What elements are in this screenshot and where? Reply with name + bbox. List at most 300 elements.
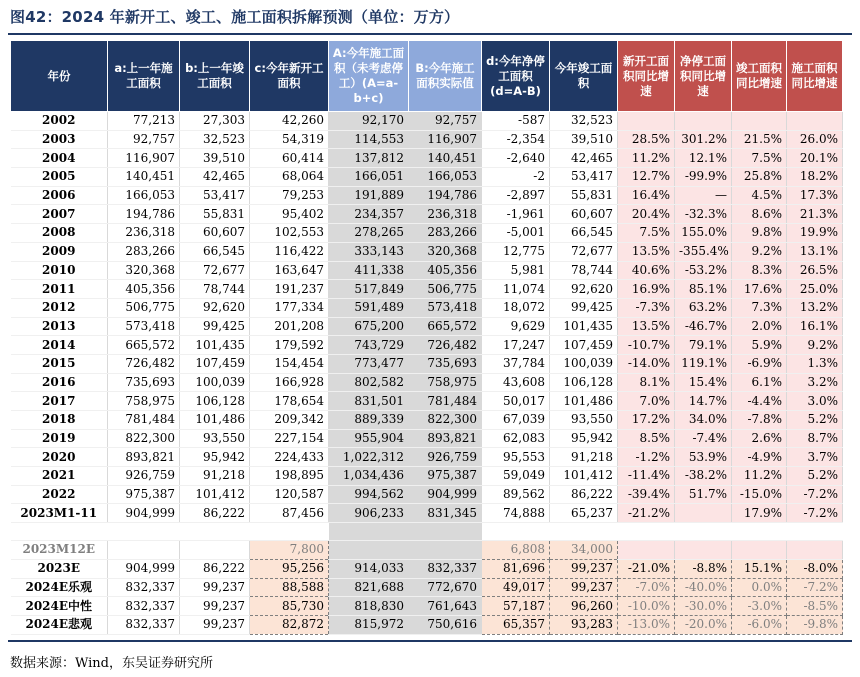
table-cell: 43,608 — [482, 373, 550, 392]
table-cell — [787, 112, 843, 131]
table-cell: 16.1% — [787, 317, 843, 336]
table-cell: 86,222 — [180, 504, 250, 523]
table-cell: 67,039 — [482, 411, 550, 430]
table-cell: 3.0% — [787, 392, 843, 411]
row-label: 2004 — [11, 149, 108, 168]
table-cell: 78,744 — [550, 261, 618, 280]
table-cell: -7.2% — [787, 578, 843, 597]
table-cell: 100,039 — [550, 354, 618, 373]
table-cell: 975,387 — [108, 485, 180, 504]
table-row — [11, 130, 843, 149]
table-cell: 106,128 — [550, 373, 618, 392]
table-cell: 234,357 — [329, 205, 409, 224]
table-cell: -8.0% — [787, 559, 843, 578]
table-cell: -355.4% — [675, 242, 732, 261]
forecast-table-wrapper — [10, 40, 842, 635]
table-cell: 11.2% — [732, 467, 787, 486]
table-cell — [108, 541, 180, 560]
table-cell: 178,654 — [250, 392, 329, 411]
table-cell: -2 — [482, 168, 550, 187]
table-cell: 13.1% — [787, 242, 843, 261]
table-cell: 116,422 — [250, 242, 329, 261]
table-cell: 191,237 — [250, 280, 329, 299]
table-cell: 198,895 — [250, 467, 329, 486]
table-cell: 39,510 — [550, 130, 618, 149]
table-cell: 665,572 — [108, 336, 180, 355]
table-cell: 818,830 — [329, 597, 409, 616]
table-cell: 95,402 — [250, 205, 329, 224]
table-row — [11, 448, 843, 467]
table-cell: 154,454 — [250, 354, 329, 373]
table-cell: 20.1% — [787, 149, 843, 168]
table-cell: 832,337 — [108, 597, 180, 616]
table-cell: 665,572 — [409, 317, 482, 336]
table-cell: 0.0% — [732, 578, 787, 597]
table-row — [11, 224, 843, 243]
table-cell: 37,784 — [482, 354, 550, 373]
table-cell: 20.4% — [618, 205, 675, 224]
table-cell: -2,897 — [482, 186, 550, 205]
table-cell: 163,647 — [250, 261, 329, 280]
table-cell: 781,484 — [108, 411, 180, 430]
table-cell: 16.9% — [618, 280, 675, 299]
table-row-forecast — [11, 615, 843, 634]
table-cell: 101,412 — [180, 485, 250, 504]
table-row — [11, 373, 843, 392]
table-cell: -40.0% — [675, 578, 732, 597]
table-cell: 91,218 — [550, 448, 618, 467]
table-cell: 53.9% — [675, 448, 732, 467]
table-cell: 82,872 — [250, 615, 329, 634]
table-row — [11, 429, 843, 448]
table-cell: 59,049 — [482, 467, 550, 486]
table-cell: -6.0% — [732, 615, 787, 634]
table-cell: 26.5% — [787, 261, 843, 280]
table-cell: 320,368 — [108, 261, 180, 280]
table-cell: 832,337 — [409, 559, 482, 578]
table-cell: -10.7% — [618, 336, 675, 355]
table-cell: 21.3% — [787, 205, 843, 224]
col-header-a: a:上一年施工面积 — [108, 41, 180, 112]
row-label: 2006 — [11, 186, 108, 205]
table-cell: 89,562 — [482, 485, 550, 504]
table-cell: 79,253 — [250, 186, 329, 205]
table-cell: 51.7% — [675, 485, 732, 504]
table-cell: 166,053 — [409, 168, 482, 187]
table-cell: 28.5% — [618, 130, 675, 149]
separator-row — [11, 523, 843, 541]
table-cell: 53,417 — [180, 186, 250, 205]
table-cell: 92,170 — [329, 112, 409, 131]
row-label: 2020 — [11, 448, 108, 467]
table-cell: 81,696 — [482, 559, 550, 578]
table-cell: 904,999 — [409, 485, 482, 504]
row-label: 2023E — [11, 559, 108, 578]
table-cell: 100,039 — [180, 373, 250, 392]
row-label: 2005 — [11, 168, 108, 187]
table-cell: 19.9% — [787, 224, 843, 243]
table-cell: 166,053 — [108, 186, 180, 205]
table-cell: 283,266 — [409, 224, 482, 243]
table-cell: 7.0% — [618, 392, 675, 411]
empty-cell — [409, 523, 482, 541]
row-label: 2023M1-11 — [11, 504, 108, 523]
table-cell: 822,300 — [409, 411, 482, 430]
table-cell: 72,677 — [550, 242, 618, 261]
table-cell: 102,553 — [250, 224, 329, 243]
row-label: 2022 — [11, 485, 108, 504]
table-cell: 32,523 — [180, 130, 250, 149]
table-cell: 333,143 — [329, 242, 409, 261]
table-cell: 66,545 — [180, 242, 250, 261]
col-header-A: A:今年施工面积（未考虑停工）(A=a-b+c) — [329, 41, 409, 112]
table-cell: -46.7% — [675, 317, 732, 336]
table-cell: -21.2% — [618, 504, 675, 523]
table-cell: -7.4% — [675, 429, 732, 448]
table-cell: 72,677 — [180, 261, 250, 280]
table-cell: 2.0% — [732, 317, 787, 336]
table-cell: -38.2% — [675, 467, 732, 486]
table-cell: 21.5% — [732, 130, 787, 149]
table-cell: 68,064 — [250, 168, 329, 187]
table-cell: 86,222 — [550, 485, 618, 504]
table-cell: 137,812 — [329, 149, 409, 168]
table-cell: 9.2% — [732, 242, 787, 261]
table-row — [11, 168, 843, 187]
table-cell — [675, 504, 732, 523]
table-row-forecast — [11, 578, 843, 597]
table-cell: 92,620 — [180, 298, 250, 317]
row-label: 2010 — [11, 261, 108, 280]
col-header-newstart-yoy: 新开工面积同比增速 — [618, 41, 675, 112]
table-cell: 17.3% — [787, 186, 843, 205]
row-label: 2023M12E — [11, 541, 108, 560]
table-cell: 591,489 — [329, 298, 409, 317]
row-label: 2012 — [11, 298, 108, 317]
table-cell: 166,051 — [329, 168, 409, 187]
row-label: 2024E乐观 — [11, 578, 108, 597]
table-cell: 15.4% — [675, 373, 732, 392]
table-cell: 27,303 — [180, 112, 250, 131]
table-cell: 7,800 — [250, 541, 329, 560]
table-cell: 573,418 — [409, 298, 482, 317]
table-cell — [409, 541, 482, 560]
table-cell: 120,587 — [250, 485, 329, 504]
table-row — [11, 317, 843, 336]
table-cell: 926,759 — [108, 467, 180, 486]
table-cell: 893,821 — [409, 429, 482, 448]
empty-cell — [550, 523, 618, 541]
table-cell: 9,629 — [482, 317, 550, 336]
table-cell: 93,283 — [550, 615, 618, 634]
table-cell: 194,786 — [409, 186, 482, 205]
table-cell: 7.5% — [732, 149, 787, 168]
table-cell: 12.1% — [675, 149, 732, 168]
table-cell: 107,459 — [180, 354, 250, 373]
table-cell: 140,451 — [108, 168, 180, 187]
table-cell: 99,237 — [180, 578, 250, 597]
table-cell: 411,338 — [329, 261, 409, 280]
table-cell: 224,433 — [250, 448, 329, 467]
table-row — [11, 336, 843, 355]
table-cell: 405,356 — [108, 280, 180, 299]
table-cell: 18.2% — [787, 168, 843, 187]
empty-cell — [675, 523, 732, 541]
table-row — [11, 467, 843, 486]
table-cell: -99.9% — [675, 168, 732, 187]
table-cell: 5.9% — [732, 336, 787, 355]
table-cell: -8.5% — [787, 597, 843, 616]
row-label: 2017 — [11, 392, 108, 411]
table-cell: -14.0% — [618, 354, 675, 373]
table-cell: 758,975 — [409, 373, 482, 392]
forecast-table — [10, 40, 843, 635]
table-row — [11, 261, 843, 280]
table-cell: -53.2% — [675, 261, 732, 280]
table-cell — [618, 541, 675, 560]
row-label: 2016 — [11, 373, 108, 392]
table-cell: 55,831 — [550, 186, 618, 205]
table-cell: 42,465 — [550, 149, 618, 168]
table-cell: -32.3% — [675, 205, 732, 224]
table-body — [11, 112, 843, 635]
table-cell: 95,256 — [250, 559, 329, 578]
table-cell: -9.8% — [787, 615, 843, 634]
table-cell: -587 — [482, 112, 550, 131]
table-cell: 99,237 — [180, 615, 250, 634]
table-cell: 60,607 — [180, 224, 250, 243]
table-cell: -4.4% — [732, 392, 787, 411]
table-cell: 8.6% — [732, 205, 787, 224]
table-cell: 16.4% — [618, 186, 675, 205]
empty-cell — [11, 523, 108, 541]
table-cell: 831,501 — [329, 392, 409, 411]
table-cell: 85,730 — [250, 597, 329, 616]
table-cell: 773,477 — [329, 354, 409, 373]
table-cell — [329, 541, 409, 560]
table-cell: -39.4% — [618, 485, 675, 504]
table-cell: -7.2% — [787, 504, 843, 523]
table-cell: 904,999 — [108, 559, 180, 578]
table-cell: 65,237 — [550, 504, 618, 523]
table-cell: 994,562 — [329, 485, 409, 504]
table-cell: 283,266 — [108, 242, 180, 261]
table-cell: 49,017 — [482, 578, 550, 597]
table-cell: 42,465 — [180, 168, 250, 187]
table-cell: -1,961 — [482, 205, 550, 224]
col-header-year: 年份 — [11, 41, 108, 112]
table-row — [11, 186, 843, 205]
table-cell: 405,356 — [409, 261, 482, 280]
table-cell: 815,972 — [329, 615, 409, 634]
table-cell: 8.3% — [732, 261, 787, 280]
table-cell: 975,387 — [409, 467, 482, 486]
table-cell: 17.6% — [732, 280, 787, 299]
col-header-completed-yoy: 竣工面积同比增速 — [732, 41, 787, 112]
table-cell: 9.2% — [787, 336, 843, 355]
title-rule — [8, 33, 852, 35]
table-cell: 926,759 — [409, 448, 482, 467]
table-cell: -7.8% — [732, 411, 787, 430]
table-cell: 99,237 — [550, 578, 618, 597]
table-cell: 96,260 — [550, 597, 618, 616]
table-cell: 5,981 — [482, 261, 550, 280]
row-label: 2024E悲观 — [11, 615, 108, 634]
table-cell: 726,482 — [409, 336, 482, 355]
table-cell: 95,942 — [180, 448, 250, 467]
table-cell: -6.9% — [732, 354, 787, 373]
row-label: 2003 — [11, 130, 108, 149]
table-cell: 17.9% — [732, 504, 787, 523]
table-cell: 101,435 — [550, 317, 618, 336]
table-cell: 40.6% — [618, 261, 675, 280]
table-cell: 53,417 — [550, 168, 618, 187]
table-cell: 92,757 — [108, 130, 180, 149]
table-cell: 758,975 — [108, 392, 180, 411]
table-cell: 726,482 — [108, 354, 180, 373]
col-header-construct-yoy: 施工面积同比增速 — [787, 41, 843, 112]
table-cell: 99,237 — [550, 559, 618, 578]
table-cell: -8.8% — [675, 559, 732, 578]
table-cell: 25.0% — [787, 280, 843, 299]
table-cell: 506,775 — [409, 280, 482, 299]
table-cell: 25.8% — [732, 168, 787, 187]
table-cell: 62,083 — [482, 429, 550, 448]
table-cell: 13.5% — [618, 242, 675, 261]
table-cell: 85.1% — [675, 280, 732, 299]
table-cell: 506,775 — [108, 298, 180, 317]
table-cell: 320,368 — [409, 242, 482, 261]
table-cell: -2,354 — [482, 130, 550, 149]
table-cell: 8.5% — [618, 429, 675, 448]
table-cell: 194,786 — [108, 205, 180, 224]
table-cell: -13.0% — [618, 615, 675, 634]
table-cell: 95,942 — [550, 429, 618, 448]
table-cell: 60,607 — [550, 205, 618, 224]
table-cell: 18,072 — [482, 298, 550, 317]
table-cell: 79.1% — [675, 336, 732, 355]
table-cell: 99,425 — [550, 298, 618, 317]
table-cell: 893,821 — [108, 448, 180, 467]
col-header-b: b:上一年竣工面积 — [180, 41, 250, 112]
table-cell: 5.2% — [787, 411, 843, 430]
table-cell: 904,999 — [108, 504, 180, 523]
table-cell: -4.9% — [732, 448, 787, 467]
table-row — [11, 242, 843, 261]
table-cell: 8.1% — [618, 373, 675, 392]
table-cell: 236,318 — [108, 224, 180, 243]
table-cell: 278,265 — [329, 224, 409, 243]
table-cell: -7.2% — [787, 485, 843, 504]
table-cell: 50,017 — [482, 392, 550, 411]
table-cell: 832,337 — [108, 578, 180, 597]
table-cell: 8.7% — [787, 429, 843, 448]
table-cell: -10.0% — [618, 597, 675, 616]
table-cell: -3.0% — [732, 597, 787, 616]
table-cell: 55,831 — [180, 205, 250, 224]
table-cell: 2.6% — [732, 429, 787, 448]
row-label: 2014 — [11, 336, 108, 355]
empty-cell — [108, 523, 180, 541]
table-row — [11, 280, 843, 299]
table-cell: 91,218 — [180, 467, 250, 486]
table-cell: 34,000 — [550, 541, 618, 560]
table-cell: 86,222 — [180, 559, 250, 578]
table-cell: 301.2% — [675, 130, 732, 149]
source-note: 数据来源：Wind，东吴证券研究所 — [10, 656, 213, 671]
table-cell: 119.1% — [675, 354, 732, 373]
table-cell: 735,693 — [409, 354, 482, 373]
table-row — [11, 504, 843, 523]
table-row — [11, 392, 843, 411]
table-cell: 26.0% — [787, 130, 843, 149]
col-header-B: B:今年施工面积实际值 — [409, 41, 482, 112]
table-cell: 13.5% — [618, 317, 675, 336]
table-row-forecast — [11, 559, 843, 578]
table-cell: 4.5% — [732, 186, 787, 205]
table-cell: 87,456 — [250, 504, 329, 523]
table-cell: 101,412 — [550, 467, 618, 486]
table-cell: 63.2% — [675, 298, 732, 317]
table-cell: -2,640 — [482, 149, 550, 168]
row-label: 2021 — [11, 467, 108, 486]
table-cell: — — [675, 186, 732, 205]
row-label: 2007 — [11, 205, 108, 224]
table-cell: 177,334 — [250, 298, 329, 317]
col-header-completed: 今年竣工面积 — [550, 41, 618, 112]
bottom-rule — [8, 640, 852, 642]
table-cell: 166,928 — [250, 373, 329, 392]
empty-cell — [732, 523, 787, 541]
table-cell: 101,435 — [180, 336, 250, 355]
table-cell: 106,128 — [180, 392, 250, 411]
table-cell: 802,582 — [329, 373, 409, 392]
table-cell: 54,319 — [250, 130, 329, 149]
table-cell: 93,550 — [550, 411, 618, 430]
row-label: 2009 — [11, 242, 108, 261]
table-cell: 227,154 — [250, 429, 329, 448]
table-cell: 6.1% — [732, 373, 787, 392]
col-header-d: d:今年净停工面积(d=A-B) — [482, 41, 550, 112]
figure-title: 图42：2024 年新开工、竣工、施工面积拆解预测（单位：万方） — [10, 8, 460, 26]
row-label: 2019 — [11, 429, 108, 448]
table-cell: 1,034,436 — [329, 467, 409, 486]
table-cell — [732, 112, 787, 131]
table-row — [11, 354, 843, 373]
table-cell: -5,001 — [482, 224, 550, 243]
table-cell: 39,510 — [180, 149, 250, 168]
table-cell: 772,670 — [409, 578, 482, 597]
table-cell: 78,744 — [180, 280, 250, 299]
table-cell: 140,451 — [409, 149, 482, 168]
table-row — [11, 205, 843, 224]
table-cell: 107,459 — [550, 336, 618, 355]
table-cell: 60,414 — [250, 149, 329, 168]
table-cell: 65,357 — [482, 615, 550, 634]
table-cell: 114,553 — [329, 130, 409, 149]
table-row — [11, 298, 843, 317]
table-cell — [675, 112, 732, 131]
table-cell: 12,775 — [482, 242, 550, 261]
table-cell: 74,888 — [482, 504, 550, 523]
table-cell: 5.2% — [787, 467, 843, 486]
header-row — [11, 41, 843, 112]
empty-cell — [787, 523, 843, 541]
table-cell: 6,808 — [482, 541, 550, 560]
table-cell: -11.4% — [618, 467, 675, 486]
table-cell: 11.2% — [618, 149, 675, 168]
table-cell: -20.0% — [675, 615, 732, 634]
